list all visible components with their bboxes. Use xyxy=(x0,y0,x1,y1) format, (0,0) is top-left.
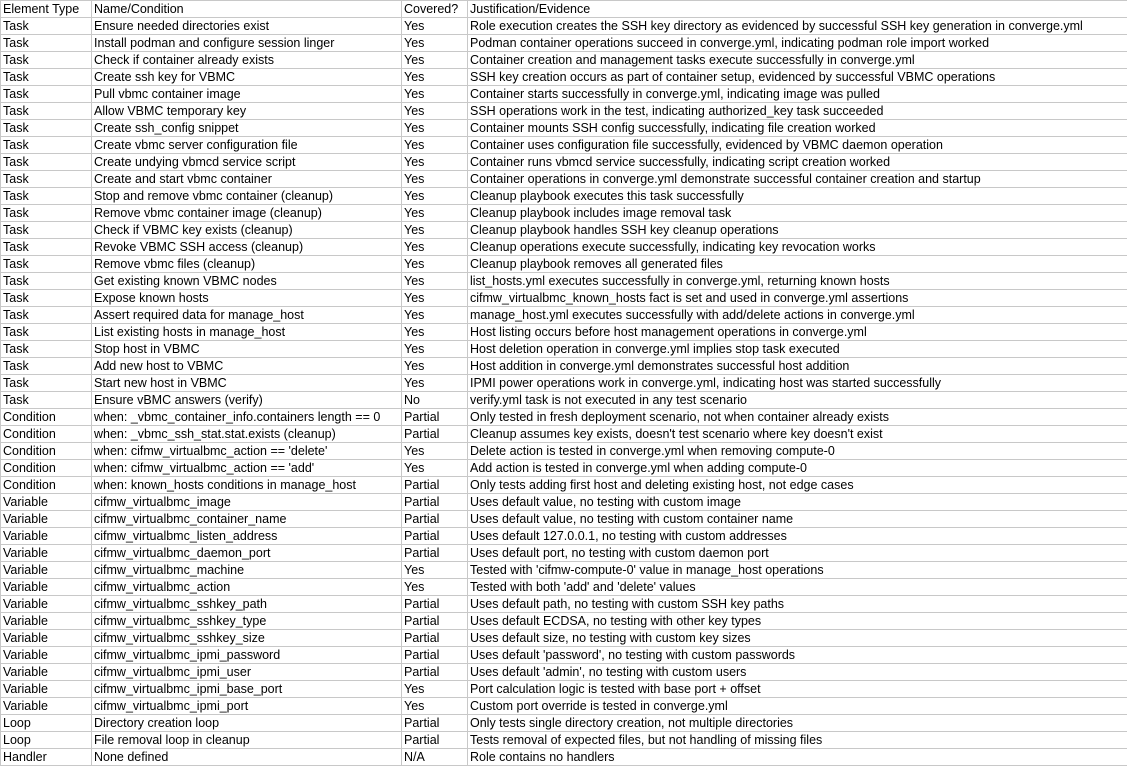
justification-cell[interactable]: Custom port override is tested in converge.yml xyxy=(468,698,1127,715)
covered-cell[interactable]: Yes xyxy=(402,562,468,579)
element-type-cell[interactable]: Condition xyxy=(1,409,92,426)
table-row xyxy=(1,120,1127,137)
name-condition-cell[interactable]: Assert required data for manage_host xyxy=(92,307,402,324)
covered-cell[interactable]: Yes xyxy=(402,222,468,239)
element-type-cell[interactable]: Variable xyxy=(1,528,92,545)
covered-cell[interactable]: Partial xyxy=(402,528,468,545)
name-condition-cell[interactable]: cifmw_virtualbmc_ipmi_base_port xyxy=(92,681,402,698)
element-type-cell[interactable]: Task xyxy=(1,222,92,239)
justification-cell[interactable]: Uses default 127.0.0.1, no testing with custom addresses xyxy=(468,528,1127,545)
element-type-cell[interactable]: Variable xyxy=(1,681,92,698)
covered-cell[interactable]: Yes xyxy=(402,239,468,256)
element-type-cell[interactable]: Variable xyxy=(1,613,92,630)
table-row xyxy=(1,732,1127,749)
element-type-cell[interactable]: Variable xyxy=(1,596,92,613)
covered-cell[interactable]: Yes xyxy=(402,137,468,154)
name-condition-cell[interactable]: when: cifmw_virtualbmc_action == 'delete' xyxy=(92,443,402,460)
justification-cell[interactable]: Uses default value, no testing with custom image xyxy=(468,494,1127,511)
table-row xyxy=(1,188,1127,205)
table-row xyxy=(1,69,1127,86)
name-condition-cell[interactable]: Revoke VBMC SSH access (cleanup) xyxy=(92,239,402,256)
name-condition-cell[interactable]: Remove vbmc files (cleanup) xyxy=(92,256,402,273)
covered-cell[interactable]: Partial xyxy=(402,732,468,749)
name-condition-cell[interactable]: Check if container already exists xyxy=(92,52,402,69)
justification-cell[interactable]: Host listing occurs before host management operations in converge.yml xyxy=(468,324,1127,341)
element-type-cell[interactable]: Task xyxy=(1,239,92,256)
justification-cell[interactable]: Tested with both 'add' and 'delete' values xyxy=(468,579,1127,596)
name-condition-cell[interactable]: Ensure needed directories exist xyxy=(92,18,402,35)
element-type-cell[interactable]: Condition xyxy=(1,443,92,460)
name-condition-cell[interactable]: cifmw_virtualbmc_ipmi_user xyxy=(92,664,402,681)
justification-cell[interactable]: Uses default value, no testing with custom container name xyxy=(468,511,1127,528)
covered-cell[interactable]: Partial xyxy=(402,613,468,630)
covered-cell[interactable]: Yes xyxy=(402,103,468,120)
element-type-cell[interactable]: Task xyxy=(1,137,92,154)
covered-cell[interactable]: Yes xyxy=(402,35,468,52)
justification-cell[interactable]: manage_host.yml executes successfully with add/delete actions in converge.yml xyxy=(468,307,1127,324)
element-type-cell[interactable]: Variable xyxy=(1,494,92,511)
justification-cell[interactable]: verify.yml task is not executed in any test scenario xyxy=(468,392,1127,409)
table-row xyxy=(1,86,1127,103)
name-condition-cell[interactable]: Stop and remove vbmc container (cleanup) xyxy=(92,188,402,205)
covered-cell[interactable]: Yes xyxy=(402,171,468,188)
covered-cell[interactable]: Yes xyxy=(402,307,468,324)
name-condition-cell[interactable]: Remove vbmc container image (cleanup) xyxy=(92,205,402,222)
justification-cell[interactable]: Uses default 'admin', no testing with custom users xyxy=(468,664,1127,681)
covered-cell[interactable]: Partial xyxy=(402,715,468,732)
name-condition-cell[interactable]: cifmw_virtualbmc_machine xyxy=(92,562,402,579)
table-row xyxy=(1,681,1127,698)
element-type-cell[interactable]: Task xyxy=(1,69,92,86)
element-type-cell[interactable]: Task xyxy=(1,35,92,52)
justification-cell[interactable]: Only tests single directory creation, not multiple directories xyxy=(468,715,1127,732)
name-condition-cell[interactable]: when: known_hosts conditions in manage_host xyxy=(92,477,402,494)
justification-cell[interactable]: SSH operations work in the test, indicating authorized_key task succeeded xyxy=(468,103,1127,120)
name-condition-cell[interactable]: Pull vbmc container image xyxy=(92,86,402,103)
name-condition-cell[interactable]: when: cifmw_virtualbmc_action == 'add' xyxy=(92,460,402,477)
name-condition-cell[interactable]: cifmw_virtualbmc_ipmi_port xyxy=(92,698,402,715)
name-condition-cell[interactable]: Create and start vbmc container xyxy=(92,171,402,188)
justification-cell[interactable]: SSH key creation occurs as part of container setup, evidenced by successful VBMC operations xyxy=(468,69,1127,86)
covered-cell[interactable]: Yes xyxy=(402,698,468,715)
table-row xyxy=(1,664,1127,681)
justification-cell[interactable]: Add action is tested in converge.yml when adding compute-0 xyxy=(468,460,1127,477)
justification-cell[interactable]: Only tests adding first host and deleting existing host, not edge cases xyxy=(468,477,1127,494)
justification-cell[interactable]: Cleanup operations execute successfully, indicating key revocation works xyxy=(468,239,1127,256)
justification-cell[interactable]: Container mounts SSH config successfully, indicating file creation worked xyxy=(468,120,1127,137)
element-type-cell[interactable]: Loop xyxy=(1,715,92,732)
table-row xyxy=(1,494,1127,511)
covered-cell[interactable]: Partial xyxy=(402,664,468,681)
table-row xyxy=(1,358,1127,375)
name-condition-cell[interactable]: when: _vbmc_ssh_stat.stat.exists (cleanup) xyxy=(92,426,402,443)
table-row xyxy=(1,103,1127,120)
name-condition-cell[interactable]: cifmw_virtualbmc_listen_address xyxy=(92,528,402,545)
table-row xyxy=(1,613,1127,630)
table-row xyxy=(1,698,1127,715)
table-row xyxy=(1,375,1127,392)
justification-cell[interactable]: Uses default path, no testing with custom SSH key paths xyxy=(468,596,1127,613)
header-cell-justification[interactable]: Justification/Evidence xyxy=(468,1,1127,18)
covered-cell[interactable]: Yes xyxy=(402,69,468,86)
justification-cell[interactable]: Role contains no handlers xyxy=(468,749,1127,766)
justification-cell[interactable]: Role execution creates the SSH key directory as evidenced by successful SSH key generation in converge.yml xyxy=(468,18,1127,35)
justification-cell[interactable]: Uses default 'password', no testing with custom passwords xyxy=(468,647,1127,664)
name-condition-cell[interactable]: cifmw_virtualbmc_image xyxy=(92,494,402,511)
table-row xyxy=(1,426,1127,443)
table-row xyxy=(1,52,1127,69)
table-row xyxy=(1,545,1127,562)
name-condition-cell[interactable]: Install podman and configure session linger xyxy=(92,35,402,52)
table-row xyxy=(1,239,1127,256)
covered-cell[interactable]: Partial xyxy=(402,511,468,528)
name-condition-cell[interactable]: List existing hosts in manage_host xyxy=(92,324,402,341)
header-cell-element-type[interactable]: Element Type xyxy=(1,1,92,18)
justification-cell[interactable]: Cleanup playbook includes image removal task xyxy=(468,205,1127,222)
justification-cell[interactable]: Delete action is tested in converge.yml when removing compute-0 xyxy=(468,443,1127,460)
justification-cell[interactable]: Container uses configuration file successfully, evidenced by VBMC daemon operation xyxy=(468,137,1127,154)
element-type-cell[interactable]: Condition xyxy=(1,426,92,443)
table-row xyxy=(1,443,1127,460)
table-row xyxy=(1,290,1127,307)
table-row xyxy=(1,35,1127,52)
covered-cell[interactable]: Partial xyxy=(402,647,468,664)
covered-cell[interactable]: Yes xyxy=(402,341,468,358)
name-condition-cell[interactable]: cifmw_virtualbmc_sshkey_type xyxy=(92,613,402,630)
covered-cell[interactable]: Partial xyxy=(402,545,468,562)
covered-cell[interactable]: Yes xyxy=(402,256,468,273)
justification-cell[interactable]: Port calculation logic is tested with base port + offset xyxy=(468,681,1127,698)
justification-cell[interactable]: Host deletion operation in converge.yml implies stop task executed xyxy=(468,341,1127,358)
table-row xyxy=(1,477,1127,494)
name-condition-cell[interactable]: Add new host to VBMC xyxy=(92,358,402,375)
table-row xyxy=(1,18,1127,35)
name-condition-cell[interactable]: Directory creation loop xyxy=(92,715,402,732)
table-row xyxy=(1,392,1127,409)
covered-cell[interactable]: Partial xyxy=(402,477,468,494)
covered-cell[interactable]: Partial xyxy=(402,426,468,443)
name-condition-cell[interactable]: Create ssh_config snippet xyxy=(92,120,402,137)
covered-cell[interactable]: Yes xyxy=(402,375,468,392)
element-type-cell[interactable]: Task xyxy=(1,290,92,307)
table-row xyxy=(1,630,1127,647)
justification-cell[interactable]: Podman container operations succeed in converge.yml, indicating podman role import worked xyxy=(468,35,1127,52)
covered-cell[interactable]: Yes xyxy=(402,18,468,35)
table-row xyxy=(1,256,1127,273)
covered-cell[interactable]: Yes xyxy=(402,443,468,460)
element-type-cell[interactable]: Variable xyxy=(1,545,92,562)
element-type-cell[interactable]: Variable xyxy=(1,630,92,647)
coverage-table-body xyxy=(1,1,1127,766)
element-type-cell[interactable]: Variable xyxy=(1,647,92,664)
justification-cell[interactable]: Cleanup assumes key exists, doesn't test scenario where key doesn't exist xyxy=(468,426,1127,443)
table-row xyxy=(1,154,1127,171)
name-condition-cell[interactable]: Create undying vbmcd service script xyxy=(92,154,402,171)
justification-cell[interactable]: Container starts successfully in converge.yml, indicating image was pulled xyxy=(468,86,1127,103)
justification-cell[interactable]: Uses default size, no testing with custom key sizes xyxy=(468,630,1127,647)
element-type-cell[interactable]: Loop xyxy=(1,732,92,749)
element-type-cell[interactable]: Variable xyxy=(1,511,92,528)
justification-cell[interactable]: cifmw_virtualbmc_known_hosts fact is set and used in converge.yml assertions xyxy=(468,290,1127,307)
table-row xyxy=(1,749,1127,766)
element-type-cell[interactable]: Task xyxy=(1,256,92,273)
table-row xyxy=(1,528,1127,545)
element-type-cell[interactable]: Task xyxy=(1,375,92,392)
covered-cell[interactable]: Yes xyxy=(402,52,468,69)
covered-cell[interactable]: Yes xyxy=(402,358,468,375)
justification-cell[interactable]: list_hosts.yml executes successfully in converge.yml, returning known hosts xyxy=(468,273,1127,290)
covered-cell[interactable]: Yes xyxy=(402,154,468,171)
justification-cell[interactable]: Host addition in converge.yml demonstrates successful host addition xyxy=(468,358,1127,375)
table-row xyxy=(1,511,1127,528)
element-type-cell[interactable]: Task xyxy=(1,103,92,120)
header-cell-covered[interactable]: Covered? xyxy=(402,1,468,18)
justification-cell[interactable]: Container creation and management tasks execute successfully in converge.yml xyxy=(468,52,1127,69)
justification-cell[interactable]: Cleanup playbook handles SSH key cleanup operations xyxy=(468,222,1127,239)
name-condition-cell[interactable]: cifmw_virtualbmc_sshkey_size xyxy=(92,630,402,647)
element-type-cell[interactable]: Task xyxy=(1,341,92,358)
justification-cell[interactable]: Container runs vbmcd service successfully, indicating script creation worked xyxy=(468,154,1127,171)
table-row xyxy=(1,222,1127,239)
covered-cell[interactable]: No xyxy=(402,392,468,409)
justification-cell[interactable]: Tests removal of expected files, but not handling of missing files xyxy=(468,732,1127,749)
name-condition-cell[interactable]: cifmw_virtualbmc_ipmi_password xyxy=(92,647,402,664)
table-row xyxy=(1,307,1127,324)
name-condition-cell[interactable]: Create vbmc server configuration file xyxy=(92,137,402,154)
name-condition-cell[interactable]: Expose known hosts xyxy=(92,290,402,307)
covered-cell[interactable]: Yes xyxy=(402,205,468,222)
covered-cell[interactable]: Yes xyxy=(402,579,468,596)
justification-cell[interactable]: IPMI power operations work in converge.yml, indicating host was started successfully xyxy=(468,375,1127,392)
covered-cell[interactable]: N/A xyxy=(402,749,468,766)
name-condition-cell[interactable]: cifmw_virtualbmc_container_name xyxy=(92,511,402,528)
element-type-cell[interactable]: Task xyxy=(1,273,92,290)
element-type-cell[interactable]: Variable xyxy=(1,698,92,715)
covered-cell[interactable]: Yes xyxy=(402,86,468,103)
element-type-cell[interactable]: Task xyxy=(1,86,92,103)
name-condition-cell[interactable]: None defined xyxy=(92,749,402,766)
name-condition-cell[interactable]: Stop host in VBMC xyxy=(92,341,402,358)
table-row xyxy=(1,137,1127,154)
element-type-cell[interactable]: Task xyxy=(1,188,92,205)
covered-cell[interactable]: Yes xyxy=(402,290,468,307)
name-condition-cell[interactable]: cifmw_virtualbmc_daemon_port xyxy=(92,545,402,562)
name-condition-cell[interactable]: Start new host in VBMC xyxy=(92,375,402,392)
table-row xyxy=(1,460,1127,477)
table-row xyxy=(1,273,1127,290)
name-condition-cell[interactable]: cifmw_virtualbmc_action xyxy=(92,579,402,596)
name-condition-cell[interactable]: File removal loop in cleanup xyxy=(92,732,402,749)
covered-cell[interactable]: Yes xyxy=(402,120,468,137)
name-condition-cell[interactable]: Create ssh key for VBMC xyxy=(92,69,402,86)
table-row xyxy=(1,341,1127,358)
covered-cell[interactable]: Yes xyxy=(402,188,468,205)
table-row xyxy=(1,579,1127,596)
table-row xyxy=(1,596,1127,613)
name-condition-cell[interactable]: Check if VBMC key exists (cleanup) xyxy=(92,222,402,239)
element-type-cell[interactable]: Variable xyxy=(1,579,92,596)
element-type-cell[interactable]: Task xyxy=(1,392,92,409)
covered-cell[interactable]: Partial xyxy=(402,630,468,647)
name-condition-cell[interactable]: when: _vbmc_container_info.containers length == 0 xyxy=(92,409,402,426)
element-type-cell[interactable]: Task xyxy=(1,52,92,69)
element-type-cell[interactable]: Task xyxy=(1,18,92,35)
element-type-cell[interactable]: Condition xyxy=(1,460,92,477)
element-type-cell[interactable]: Task xyxy=(1,324,92,341)
element-type-cell[interactable]: Variable xyxy=(1,664,92,681)
table-row xyxy=(1,562,1127,579)
table-row xyxy=(1,324,1127,341)
header-cell-name-condition[interactable]: Name/Condition xyxy=(92,1,402,18)
justification-cell[interactable]: Container operations in converge.yml demonstrate successful container creation and startup xyxy=(468,171,1127,188)
justification-cell[interactable]: Uses default ECDSA, no testing with other key types xyxy=(468,613,1127,630)
covered-cell[interactable]: Partial xyxy=(402,409,468,426)
covered-cell[interactable]: Partial xyxy=(402,596,468,613)
element-type-cell[interactable]: Handler xyxy=(1,749,92,766)
covered-cell[interactable]: Yes xyxy=(402,681,468,698)
element-type-cell[interactable]: Task xyxy=(1,154,92,171)
table-row xyxy=(1,205,1127,222)
table-row xyxy=(1,647,1127,664)
justification-cell[interactable]: Tested with 'cifmw-compute-0' value in manage_host operations xyxy=(468,562,1127,579)
element-type-cell[interactable]: Task xyxy=(1,120,92,137)
name-condition-cell[interactable]: cifmw_virtualbmc_sshkey_path xyxy=(92,596,402,613)
name-condition-cell[interactable]: Allow VBMC temporary key xyxy=(92,103,402,120)
element-type-cell[interactable]: Task xyxy=(1,205,92,222)
table-row xyxy=(1,409,1127,426)
table-row xyxy=(1,715,1127,732)
table-row xyxy=(1,171,1127,188)
covered-cell[interactable]: Partial xyxy=(402,494,468,511)
covered-cell[interactable]: Yes xyxy=(402,460,468,477)
justification-cell[interactable]: Uses default port, no testing with custom daemon port xyxy=(468,545,1127,562)
justification-cell[interactable]: Cleanup playbook removes all generated files xyxy=(468,256,1127,273)
name-condition-cell[interactable]: Ensure vBMC answers (verify) xyxy=(92,392,402,409)
header-row xyxy=(1,1,1127,18)
covered-cell[interactable]: Yes xyxy=(402,324,468,341)
element-type-cell[interactable]: Task xyxy=(1,171,92,188)
covered-cell[interactable]: Yes xyxy=(402,273,468,290)
justification-cell[interactable]: Only tested in fresh deployment scenario, not when container already exists xyxy=(468,409,1127,426)
element-type-cell[interactable]: Task xyxy=(1,358,92,375)
element-type-cell[interactable]: Task xyxy=(1,307,92,324)
name-condition-cell[interactable]: Get existing known VBMC nodes xyxy=(92,273,402,290)
element-type-cell[interactable]: Condition xyxy=(1,477,92,494)
element-type-cell[interactable]: Variable xyxy=(1,562,92,579)
justification-cell[interactable]: Cleanup playbook executes this task successfully xyxy=(468,188,1127,205)
